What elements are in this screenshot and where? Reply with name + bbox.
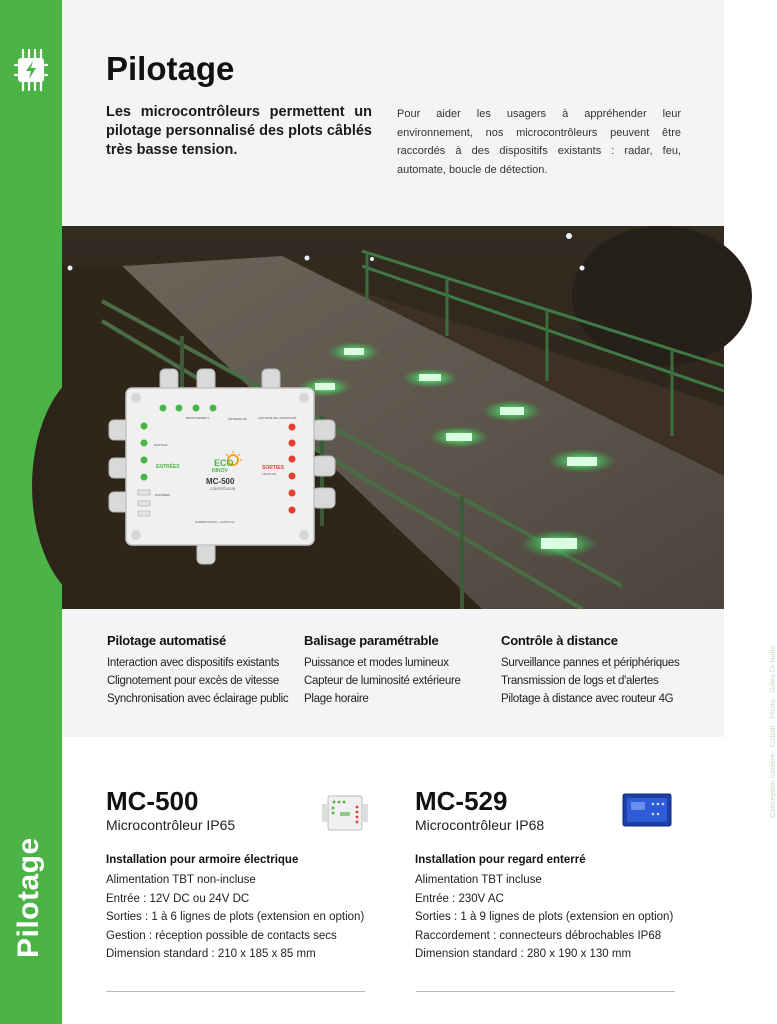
product-mc500 — [106, 786, 366, 961]
product-subtitle: Microcontrôleur IP68 — [415, 817, 545, 833]
device-outputs-label: SORTIES — [262, 465, 284, 471]
product-specs — [106, 854, 376, 964]
feature-column — [107, 633, 302, 708]
header-section — [62, 0, 724, 226]
spec-title: Installation pour armoire électrique — [106, 854, 299, 866]
product-specs — [415, 854, 685, 964]
feature-item: Clignotement pour excès de vitesse — [107, 675, 279, 687]
product-name: MC-529 — [415, 786, 508, 816]
photo-credit: Conception lumière : Cobalt - Photo : Gilles Di Nallo — [768, 645, 777, 818]
divider — [416, 991, 675, 992]
mc500-device-illustration — [109, 369, 335, 564]
mc529-thumbnail — [621, 792, 673, 828]
device-left-small-1: DIGITALE — [154, 443, 168, 447]
feature-title: Pilotage automatisé — [107, 633, 227, 648]
intro-paragraph: Pour aider les usagers à appréhender leur environnement, nos microcontrôleurs peuvent être raccordés à des dispositifs existants : radar, feu, automate, boucle de détection. — [397, 108, 681, 176]
spec-title: Installation pour regard enterré — [415, 854, 586, 866]
spec-line: Dimension standard : 280 x 190 x 130 mm — [415, 948, 632, 961]
device-brand-top: ECO — [214, 458, 234, 468]
feature-item: Pilotage à distance avec routeur 4G — [501, 693, 674, 705]
feature-item: Plage horaire — [304, 693, 369, 705]
spec-line: Sorties : 1 à 9 lignes de plots (extension en option) — [415, 911, 674, 924]
product-subtitle: Microcontrôleur IP65 — [106, 817, 236, 833]
device-inputs-label: ENTRÉES — [156, 464, 180, 470]
spec-line: Entrée : 230V AC — [415, 892, 504, 905]
device-brand-bottom: INNOV — [212, 468, 228, 474]
feature-item: Interaction avec dispositifs existants — [107, 657, 280, 669]
device-bottom-label: ALIMENTATION + 12/24V DC — [195, 520, 235, 524]
product-name: MC-500 — [106, 786, 199, 816]
spec-line: Raccordement : connecteurs débrochables IP68 — [415, 929, 662, 942]
features-section — [62, 609, 724, 737]
mc500-thumbnail — [320, 792, 370, 834]
spec-line: Sorties : 1 à 6 lignes de plots (extension en option) — [106, 911, 365, 924]
feature-title: Balisage paramétrable — [304, 633, 439, 648]
device-model: MC-500 — [206, 477, 235, 486]
feature-item: Puissance et modes lumineux — [304, 657, 449, 669]
spec-line: Entrée : 12V DC ou 24V DC — [106, 892, 250, 905]
product-mc529 — [415, 786, 675, 961]
night-walkway-illustration — [62, 226, 724, 609]
device-top-label-3: CAPTEUR DE LUMINOSITÉ — [258, 416, 297, 420]
circuit-board-icon — [14, 48, 48, 92]
feature-title: Contrôle à distance — [501, 633, 618, 648]
device-top-label-2: ANTENNE RF — [228, 417, 248, 421]
device-role: CONTRÔLEUR — [210, 487, 236, 491]
feature-item: Capteur de luminosité extérieure — [304, 675, 461, 687]
feature-column — [501, 633, 696, 708]
device-right-small: 12/24V DC — [262, 472, 277, 476]
spec-line: Alimentation TBT non-incluse — [106, 874, 256, 886]
sidebar-label: Pilotage — [12, 837, 45, 958]
page-title: Pilotage — [106, 50, 235, 87]
spec-line: Dimension standard : 210 x 185 x 85 mm — [106, 948, 316, 961]
spec-line: Alimentation TBT incluse — [415, 874, 542, 886]
feature-item: Surveillance pannes et périphériques — [501, 657, 680, 669]
feature-item: Transmission de logs et d'alertes — [501, 675, 659, 687]
device-left-small-2: DONNÉES — [155, 493, 170, 497]
spec-line: Gestion : réception possible de contacts secs — [106, 929, 337, 942]
device-top-label-1: BRANCHEMENT — [186, 416, 210, 420]
lead-paragraph: Les microcontrôleurs permettent un pilotage personnalisé des plots câblés très basse tension. — [106, 104, 372, 158]
divider — [106, 991, 365, 992]
feature-item: Synchronisation avec éclairage public — [107, 693, 289, 705]
feature-column — [304, 633, 499, 708]
